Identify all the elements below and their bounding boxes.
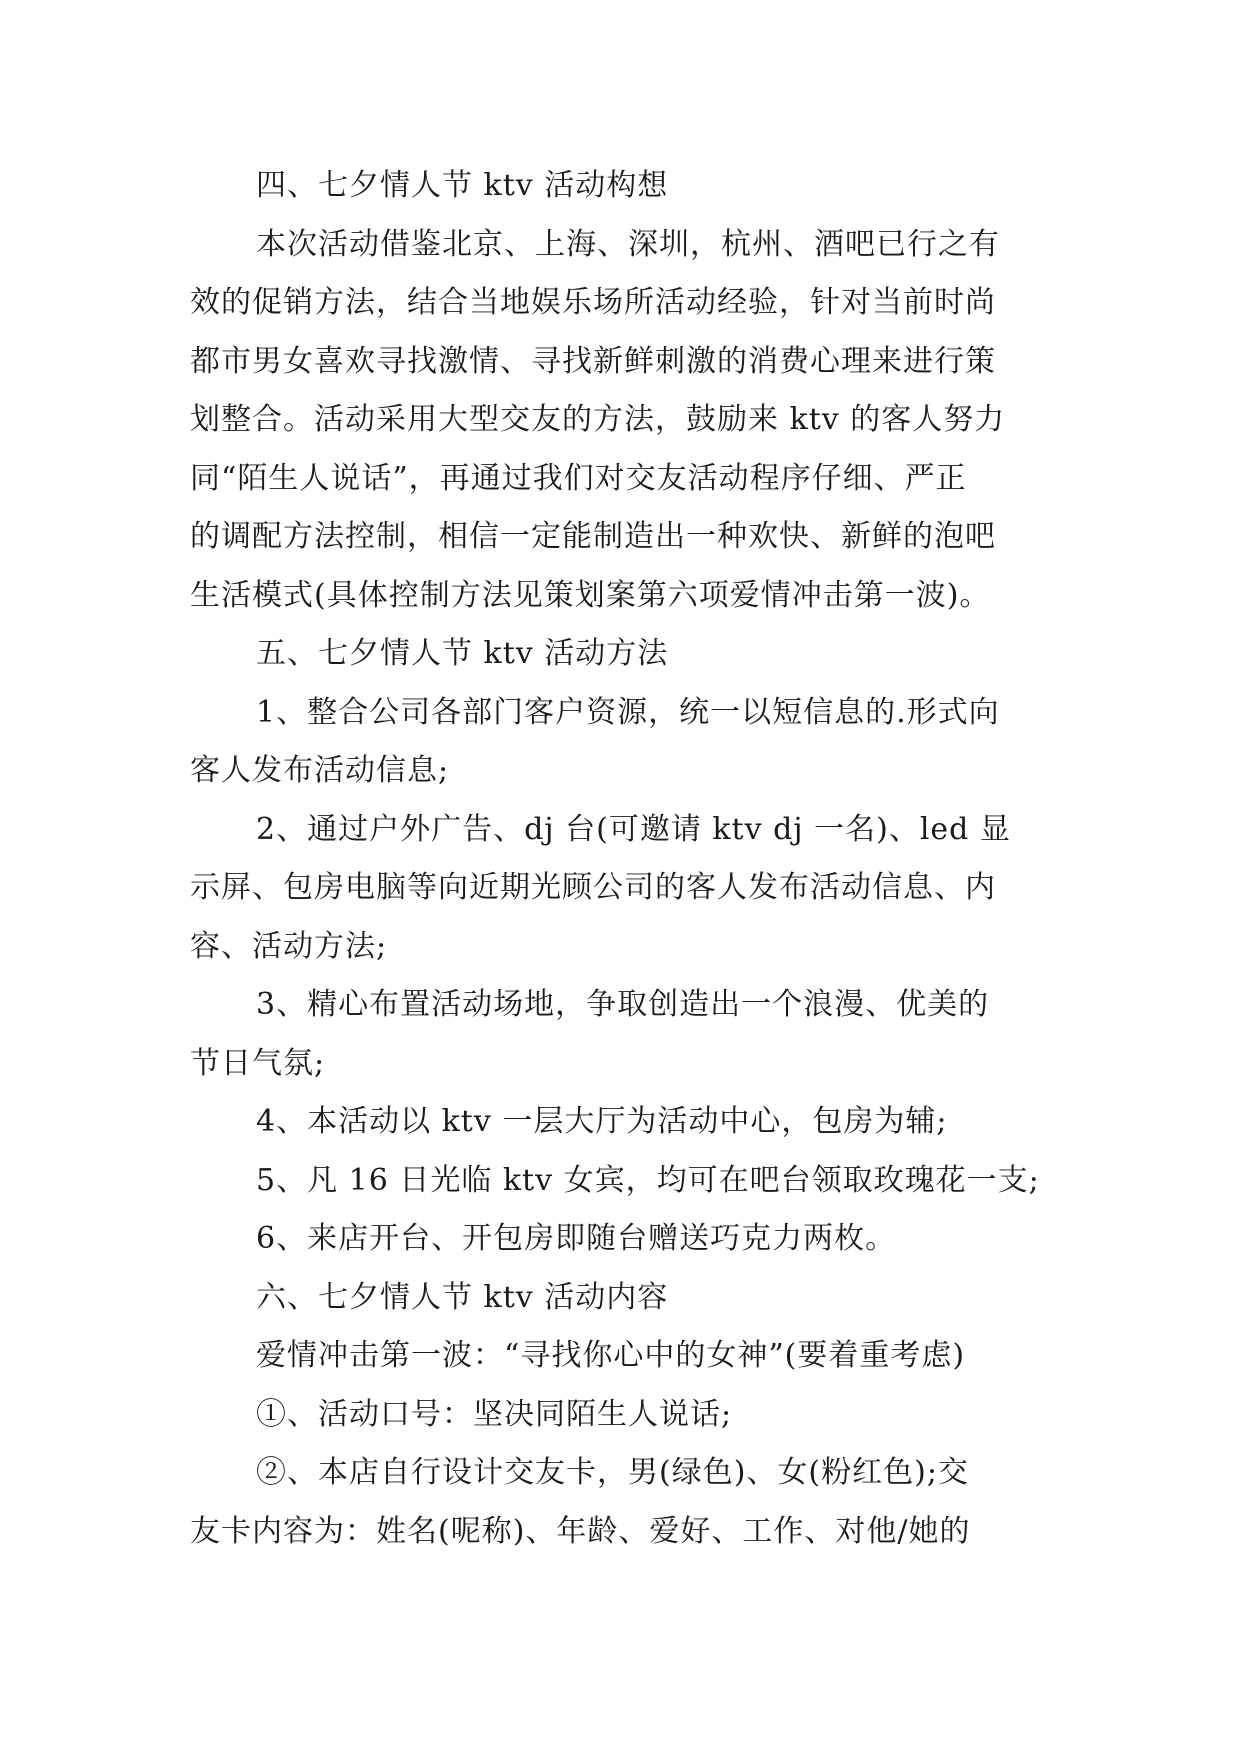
text-line: 四、七夕情人节 ktv 活动构想: [256, 168, 669, 203]
text-line: 六、七夕情人节 ktv 活动内容: [256, 1279, 669, 1315]
text-line: 容、活动方法;: [190, 928, 388, 964]
text-line: 友卡内容为：姓名(呢称)、年龄、爱好、工作、对他/她的: [190, 1513, 971, 1549]
text-line: 生活模式(具体控制方法见策划案第六项爱情冲击第一波)。: [190, 577, 991, 613]
text-line: 1、整合公司各部门客户资源，统一以短信息的.形式向: [256, 694, 1000, 730]
text-line: 6、来店开台、开包房即随台赠送巧克力两枚。: [256, 1221, 897, 1256]
text-line: ②、本店自行设计交友卡，男(绿色)、女(粉红色);交: [256, 1455, 969, 1490]
text-line: 4、本活动以 ktv 一层大厅为活动中心，包房为辅;: [256, 1104, 948, 1139]
text-line: 3、精心布置活动场地，争取创造出一个浪漫、优美的: [256, 987, 990, 1022]
text-line: 的调配方法控制，相信一定能制造出一种欢快、新鲜的泡吧: [190, 519, 996, 554]
text-line: 都市男女喜欢寻找激情、寻找新鲜刺激的消费心理来进行策: [190, 343, 996, 379]
text-line: 效的促销方法，结合当地娱乐场所活动经验，针对当前时尚: [190, 285, 996, 320]
text-line: 本次活动借鉴北京、上海、深圳，杭州、酒吧已行之有: [256, 226, 1000, 262]
text-line: 同“陌生人说话”，再通过我们对交友活动程序仔细、严正: [190, 460, 967, 496]
text-line: 5、凡 16 日光临 ktv 女宾，均可在吧台领取玫瑰花一支;: [256, 1162, 1040, 1198]
document-body: [190, 157, 1060, 1561]
text-line: 爱情冲击第一波：“寻找你心中的女神”(要着重考虑): [256, 1338, 966, 1373]
text-line: 示屏、包房电脑等向近期光顾公司的客人发布活动信息、内: [190, 870, 996, 905]
text-line: 2、通过户外广告、dj 台(可邀请 ktv dj 一名)、led 显: [256, 811, 1011, 847]
text-line: 客人发布活动信息;: [190, 753, 450, 788]
text-line: ①、活动口号：坚决同陌生人说话;: [256, 1396, 733, 1432]
text-line: 节日气氛;: [190, 1045, 326, 1081]
text-line: 五、七夕情人节 ktv 活动方法: [256, 636, 669, 671]
text-line: 划整合。活动采用大型交友的方法，鼓励来 ktv 的客人努力: [190, 402, 1006, 437]
